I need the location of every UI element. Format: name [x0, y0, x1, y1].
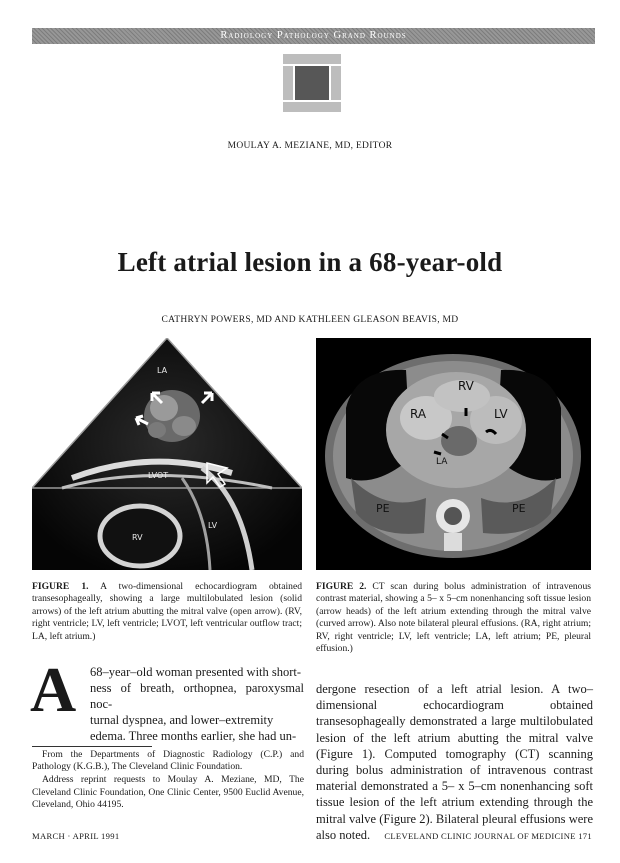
- body-text-left: [32, 664, 304, 744]
- figure-1-caption-label: FIGURE 1.: [32, 581, 89, 592]
- editor-line: MOULAY A. MEZIANE, MD, EDITOR: [227, 141, 393, 151]
- fig2-label-pe-left: PE: [376, 502, 390, 515]
- fig1-label-la: LA: [157, 366, 168, 375]
- author-line: CATHRYN POWERS, MD AND KATHLEEN GLEASON BEAVIS, MD: [161, 315, 459, 325]
- fig2-label-la: LA: [436, 457, 448, 467]
- figure-2-caption-text: CT scan during bolus administration of intravenous contrast material, showing a 5– x 5–cm nonenhancing soft tissue lesion (arrow heads) of the left atrium extending through the mitral valve (curved arrow). Also note bilateral pleural effusions. (RA, right atrium; RV, right ventricle; LV, left ventricle; LA, left atrium; PE, pleural effusion.): [316, 581, 591, 655]
- footnote-affiliation: From the Departments of Diagnostic Radiology (C.P.) and Pathology (K.G.B.), The Cleveland Clinic Foundation.: [32, 749, 304, 773]
- section-logo: [283, 54, 341, 112]
- footer-date: MARCH · APRIL 1991: [32, 831, 120, 841]
- footnote: [32, 749, 304, 812]
- figure-1-caption-text: A two-dimensional echocardiogram obtained transesophageally, showing a large multilobulated lesion (solid arrows) of the left atrium abutting the mitral valve (open arrow). (RV, right ventricle; LV, left ventricle; LVOT, left ventricular outflow tract; LA, left atrium.): [32, 581, 302, 642]
- figure-2-ct-scan: [316, 338, 591, 570]
- figure-2-caption-label: FIGURE 2.: [316, 581, 367, 592]
- body-line: ness of breath, orthopnea, paroxysmal noc-: [90, 681, 304, 711]
- figure-1-echocardiogram: [32, 338, 302, 570]
- figure-1-caption: [32, 581, 302, 643]
- footer-journal: CLEVELAND CLINIC JOURNAL OF MEDICINE 171: [384, 831, 592, 841]
- section-banner: Radiology Pathology Grand Rounds: [32, 28, 595, 44]
- fig1-label-lv: LV: [208, 521, 218, 530]
- body-line: edema. Three months earlier, she had un-: [90, 729, 297, 743]
- footnote-reprint: Address reprint requests to Moulay A. Meziane, MD, The Cleveland Clinic Foundation, One Clinic Center, 9500 Euclid Avenue, Cleveland, Ohio 44195.: [32, 774, 304, 810]
- footnote-rule: [32, 746, 152, 747]
- figure-2-caption: [316, 581, 591, 655]
- body-line: 68–year–old woman presented with short-: [90, 665, 302, 679]
- fig2-label-lv: LV: [494, 407, 508, 421]
- fig2-label-pe-right: PE: [512, 502, 526, 515]
- fig1-label-rv: RV: [132, 533, 143, 542]
- fig1-label-lvot: LVOT: [148, 471, 169, 480]
- fig2-label-rv: RV: [458, 379, 474, 393]
- body-line: turnal dyspnea, and lower–extremity: [90, 713, 274, 727]
- article-title: Left atrial lesion in a 68-year-old: [117, 247, 503, 277]
- fig2-label-ra: RA: [410, 407, 427, 421]
- drop-cap: A: [30, 654, 77, 725]
- body-text-right: dergone resection of a left atrial lesion. A two–dimensional echocardiogram obtained transesophageally demonstrated a large multilobulated lesion of the left atrium abutting the mitral valve (Figure 1). Computed tomography (CT) scanning during bolus administration of intravenous contrast material demonstrated a 5– x 5–cm nonenhancing soft tissue lesion of the left atrium extending through the mitral valve (Figure 2). Bilateral pleural effusions were also noted.: [316, 682, 593, 842]
